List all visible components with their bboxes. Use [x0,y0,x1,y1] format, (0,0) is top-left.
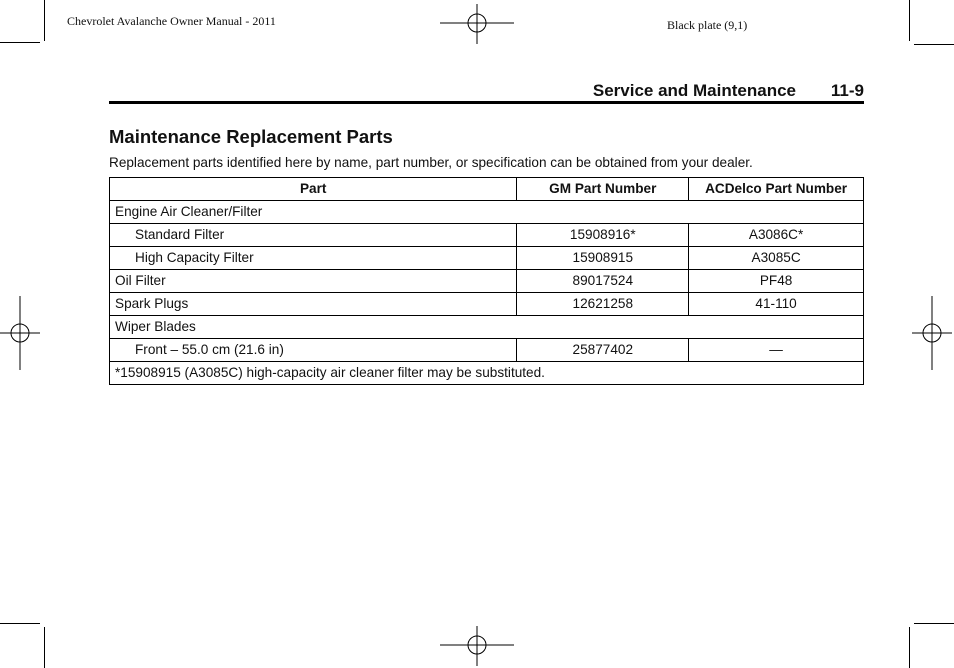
column-header-gm-part-number: GM Part Number [517,178,689,201]
table-header-row [110,178,864,201]
table-row [110,339,864,362]
part-cell: Standard Filter [110,224,517,247]
table-footnote: *15908915 (A3085C) high-capacity air cleaner filter may be substituted. [110,362,864,385]
gm-part-cell: 15908916* [517,224,689,247]
running-header [109,79,864,105]
group-wiper-blades: Wiper Blades [110,316,864,339]
part-cell: High Capacity Filter [110,247,517,270]
registration-mark-bottom [440,626,514,666]
section-intro: Replacement parts identified here by name, part number, or specification can be obtained from your dealer. [109,155,753,170]
gm-part-cell: 89017524 [517,270,689,293]
part-cell: Oil Filter [110,270,517,293]
acdelco-part-cell: 41-110 [689,293,864,316]
table-row [110,270,864,293]
crop-mark-bottom-left-vertical [44,627,45,668]
header-section-title: Service and Maintenance [592,81,796,100]
plate-label: Black plate (9,1) [667,18,748,32]
column-header-part: Part [110,178,517,201]
part-cell: Spark Plugs [110,293,517,316]
acdelco-part-cell: A3085C [689,247,864,270]
header-page-number: 11-9 [830,81,864,100]
gm-part-cell: 25877402 [517,339,689,362]
header-rule [109,101,864,104]
table-row [110,247,864,270]
document-label: Chevrolet Avalanche Owner Manual - 2011 [67,14,276,28]
registration-mark-right [912,296,952,370]
table-group-row [110,316,864,339]
crop-mark-top-left-horizontal [0,42,40,43]
acdelco-part-cell: PF48 [689,270,864,293]
parts-table [109,177,864,385]
table-group-row [110,201,864,224]
column-header-acdelco-part-number: ACDelco Part Number [689,178,864,201]
gm-part-cell: 12621258 [517,293,689,316]
group-engine-air-cleaner: Engine Air Cleaner/Filter [110,201,864,224]
crop-mark-bottom-right-vertical [909,627,910,668]
registration-mark-top [440,4,514,44]
crop-mark-bottom-left-horizontal [0,623,40,624]
crop-mark-top-right-vertical [909,0,910,41]
crop-mark-top-left-vertical [44,0,45,41]
registration-mark-left [0,296,40,370]
acdelco-part-cell: A3086C* [689,224,864,247]
table-row [110,293,864,316]
table-footnote-row [110,362,864,385]
acdelco-part-cell: — [689,339,864,362]
section-title: Maintenance Replacement Parts [109,126,393,147]
crop-mark-bottom-right-horizontal [914,623,954,624]
crop-mark-top-right-horizontal [914,44,954,45]
part-cell: Front – 55.0 cm (21.6 in) [110,339,517,362]
gm-part-cell: 15908915 [517,247,689,270]
table-row [110,224,864,247]
